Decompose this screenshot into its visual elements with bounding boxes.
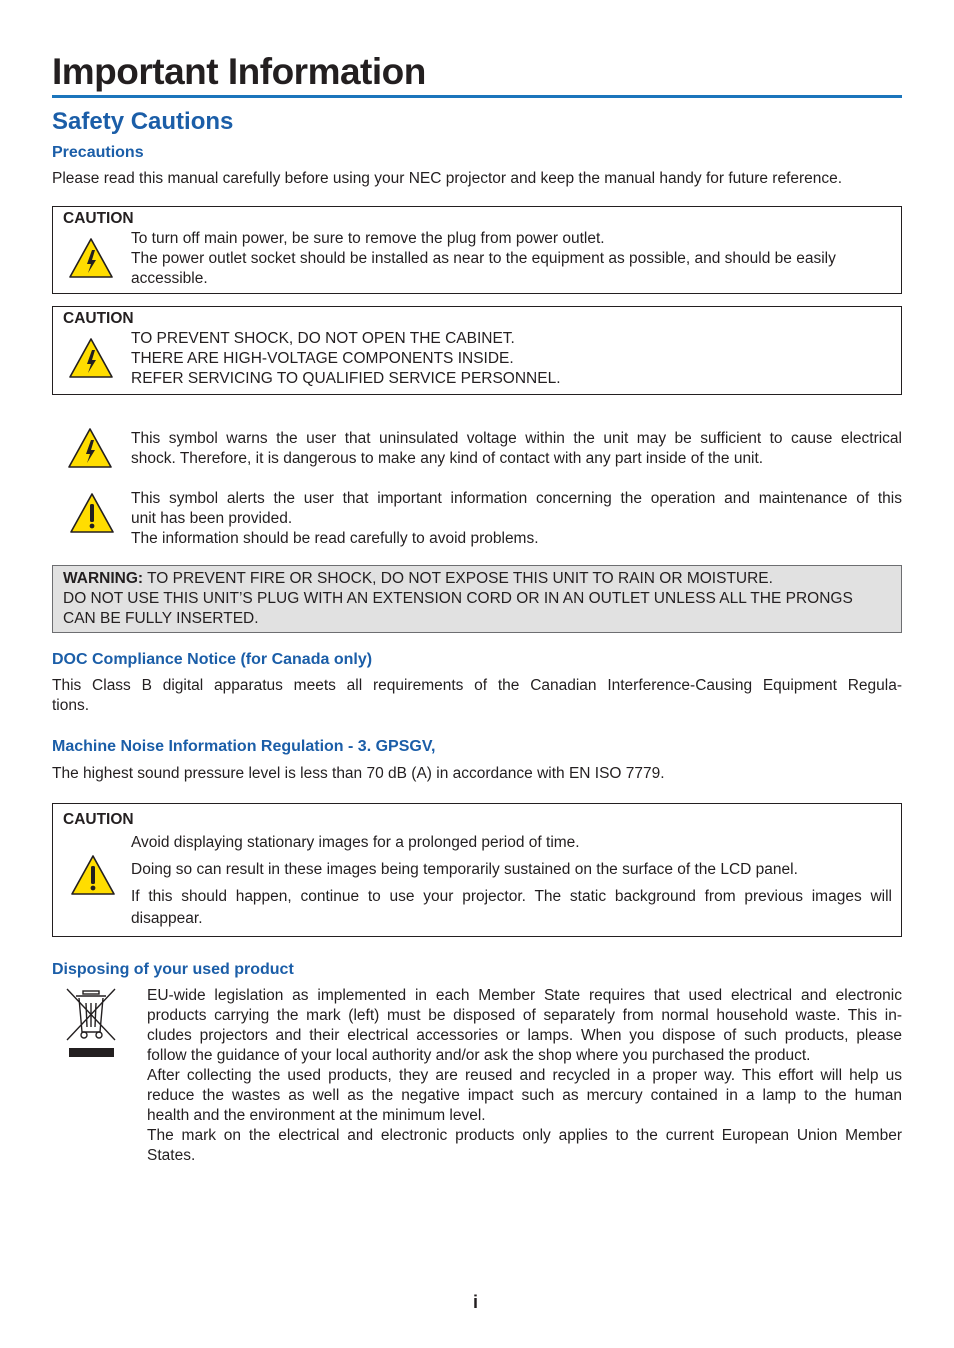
title-rule <box>52 95 902 98</box>
disposing-text <box>147 986 902 1166</box>
symbol-line: This symbol warns the user that uninsulated voltage within the unit may be sufficient to cause electrical <box>131 430 902 447</box>
symbol-line: shock. Therefore, it is dangerous to make any kind of contact with any part inside of the unit. <box>131 450 764 467</box>
caution-box-power <box>52 206 902 294</box>
warning-label: WARNING: <box>63 570 144 587</box>
caution-line: If this should happen, continue to use your projector. The static background from previous images will <box>131 888 892 905</box>
caution-text <box>131 329 893 389</box>
caution-box-stationary-images <box>52 803 902 937</box>
exclamation-warning-icon <box>70 854 116 896</box>
caution-line: THERE ARE HIGH-VOLTAGE COMPONENTS INSIDE. <box>131 350 514 367</box>
page-title: Important Information <box>52 51 426 92</box>
symbol-info-text <box>131 489 902 549</box>
exclamation-warning-icon <box>69 492 115 534</box>
disposing-line: products carrying the mark (left) must be disposed of separately from normal household waste. This in- <box>147 1007 902 1024</box>
caution-line: Avoid displaying stationary images for a prolonged period of time. <box>131 834 580 851</box>
disposing-line: health and the environment at the minimum level. <box>147 1107 486 1124</box>
disposing-line: EU-wide legislation as implemented in each Member State requires that used electrical and electronic <box>147 987 902 1004</box>
doc-line: tions. <box>52 697 90 714</box>
symbol-voltage-text <box>131 429 902 469</box>
caution-text <box>131 832 892 930</box>
crossed-bin-icon <box>64 986 118 1060</box>
warning-line: DO NOT USE THIS UNIT’S PLUG WITH AN EXTENSION CORD OR IN AN OUTLET UNLESS ALL THE PRONGS <box>63 590 853 607</box>
symbol-line: unit has been provided. <box>131 510 293 527</box>
warning-line: TO PREVENT FIRE OR SHOCK, DO NOT EXPOSE THIS UNIT TO RAIN OR MOISTURE. <box>143 570 773 587</box>
disposing-line: States. <box>147 1147 196 1164</box>
caution-line: The power outlet socket should be installed as near to the equipment as possible, and should be easily <box>131 250 836 267</box>
caution-box-shock <box>52 306 902 395</box>
caution-line: Doing so can result in these images being temporarily sustained on the surface of the LCD panel. <box>131 861 798 878</box>
doc-heading: DOC Compliance Notice (for Canada only) <box>52 651 373 668</box>
caution-line: TO PREVENT SHOCK, DO NOT OPEN THE CABINET. <box>131 330 515 347</box>
caution-line: accessible. <box>131 270 208 287</box>
disposing-line: follow the guidance of your local authority and/or ask the shop where you purchased the product. <box>147 1047 811 1064</box>
page-number: i <box>473 1292 479 1312</box>
noise-heading: Machine Noise Information Regulation - 3. GPSGV, <box>52 738 436 755</box>
precautions-heading: Precautions <box>52 144 144 161</box>
section-heading: Safety Cautions <box>52 108 234 135</box>
caution-line: REFER SERVICING TO QUALIFIED SERVICE PERSONNEL. <box>131 370 561 387</box>
lightning-warning-icon <box>68 237 114 279</box>
caution-label: CAUTION <box>63 811 134 828</box>
caution-label: CAUTION <box>63 210 134 227</box>
caution-text <box>131 229 893 289</box>
lightning-warning-icon <box>67 427 113 469</box>
symbol-line: The information should be read carefully to avoid problems. <box>131 530 539 547</box>
caution-line: disappear. <box>131 910 203 927</box>
lightning-warning-icon <box>68 337 114 379</box>
noise-text: The highest sound pressure level is less than 70 dB (A) in accordance with EN ISO 7779. <box>52 765 665 782</box>
doc-line: This Class B digital apparatus meets all requirements of the Canadian Interference-Causing Equipment Regula- <box>52 677 902 694</box>
disposing-line: cludes projectors and their electrical accessories or lamps. When you dispose of such products, please <box>147 1027 902 1044</box>
warning-line: CAN BE FULLY INSERTED. <box>63 610 259 627</box>
precautions-text: Please read this manual carefully before using your NEC projector and keep the manual handy for future reference. <box>52 170 843 187</box>
warning-box <box>52 565 902 633</box>
disposing-line: The mark on the electrical and electronic products only applies to the current European Union Member <box>147 1127 902 1144</box>
caution-line: To turn off main power, be sure to remove the plug from power outlet. <box>131 230 605 247</box>
disposing-line: After collecting the used products, they are reused and recycled in a proper way. This effort will help us <box>147 1067 902 1084</box>
disposing-heading: Disposing of your used product <box>52 961 294 978</box>
symbol-line: This symbol alerts the user that important information concerning the operation and maintenance of this <box>131 490 902 507</box>
caution-label: CAUTION <box>63 310 134 327</box>
doc-text <box>52 676 902 716</box>
disposing-line: reduce the wastes as well as the negative impact such as mercury contained in a lamp to the human <box>147 1087 902 1104</box>
